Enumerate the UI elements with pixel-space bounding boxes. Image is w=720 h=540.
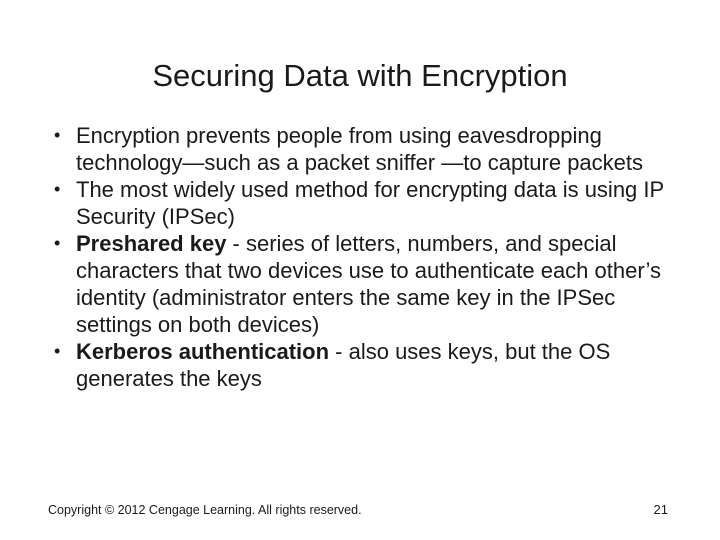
bullet-marker: •: [54, 179, 61, 199]
bullet-marker: •: [54, 125, 61, 145]
bullet-text: Encryption prevents people from using eavesdropping technology—such as a packet sniffer —to capture packets: [76, 123, 644, 175]
bullet-text: - also uses keys, but the OS generates the keys: [76, 339, 611, 391]
copyright-footer: Copyright © 2012 Cengage Learning. All rights reserved.: [48, 503, 362, 517]
bullet-marker: •: [54, 233, 61, 253]
bullet-text: - series of letters, numbers, and special characters that two devices use to authenticate each other’s identity (administrator enters the same key in the IPSec settings on both devices): [76, 231, 661, 337]
slide-title: Securing Data with Encryption: [152, 58, 568, 93]
bullet-text: The most widely used method for encrypting data is using IP Security (IPSec): [76, 177, 664, 229]
bullet-marker: •: [54, 341, 61, 361]
bullet-bold-text: Preshared key: [76, 231, 227, 256]
bullet-item: [46, 122, 686, 176]
bullet-item: [46, 230, 686, 338]
bullet-item: [46, 338, 686, 392]
bullet-bold-text: Kerberos authentication: [76, 339, 330, 364]
bullet-item: [46, 176, 686, 230]
bullet-list: [46, 122, 686, 392]
page-number: 21: [653, 502, 668, 517]
